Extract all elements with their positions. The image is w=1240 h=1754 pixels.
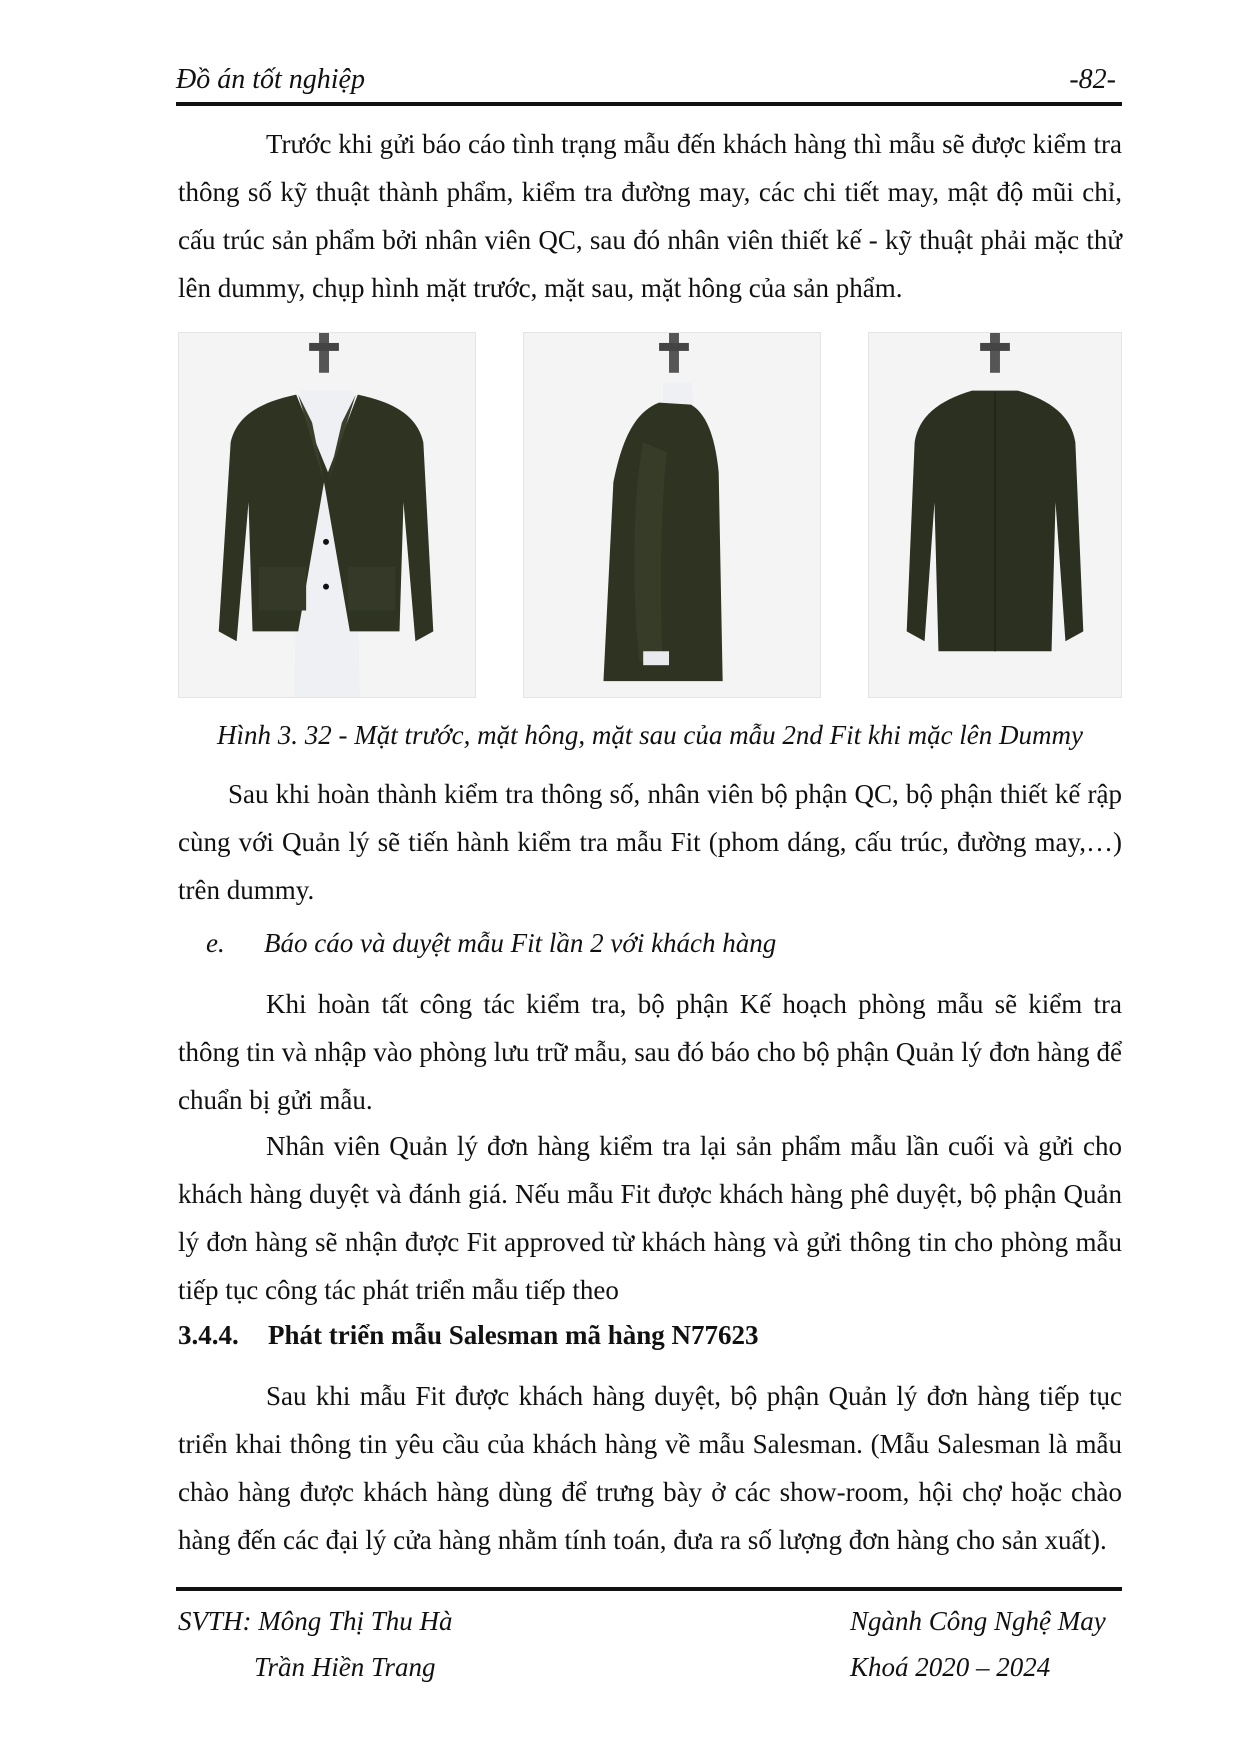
photo-back-view	[868, 332, 1122, 698]
footer-svth: SVTH: Mông Thị Thu Hà	[178, 1606, 453, 1636]
photo-side-view	[523, 332, 821, 698]
section-title: Phát triển mẫu Salesman mã hàng N77623	[268, 1320, 759, 1350]
footer-author2: Trần Hiền Trang	[254, 1652, 436, 1682]
paragraph-fit-check: Sau khi hoàn thành kiểm tra thông số, nhân viên bộ phận QC, bộ phận thiết kế rập cùng với Quản lý sẽ tiến hành kiểm tra mẫu Fit (phom dáng, cấu trúc, đường may,…) trên dummy.	[178, 779, 1122, 905]
section-heading	[178, 1320, 759, 1351]
page-number: -82-	[1069, 64, 1116, 95]
figure-caption: Hình 3. 32 - Mặt trước, mặt hông, mặt sau của mẫu 2nd Fit khi mặc lên Dummy	[216, 720, 1084, 750]
paragraph-customer-approval: Nhân viên Quản lý đơn hàng kiểm tra lại sản phẩm mẫu lần cuối và gửi cho khách hàng duyệt và đánh giá. Nếu mẫu Fit được khách hàng phê duyệt, bộ phận Quản lý đơn hàng sẽ nhận được Fit approved từ khách hàng và gửi thông tin cho phòng mẫu tiếp tục công tác phát triển mẫu tiếp theo	[178, 1131, 1122, 1305]
footer-major: Ngành Công Nghệ May	[850, 1606, 1106, 1636]
subsection-letter: e.	[206, 928, 225, 958]
footer-rule	[176, 1587, 1122, 1591]
paragraph-salesman-sample: Sau khi mẫu Fit được khách hàng duyệt, bộ phận Quản lý đơn hàng tiếp tục triển khai thông tin yêu cầu của khách hàng về mẫu Salesman. (Mẫu Salesman là mẫu chào hàng được khách hàng dùng để trưng bày ở các show-room, hội chợ hoặc chào hàng đến các đại lý cửa hàng nhằm tính toán, đưa ra số lượng đơn hàng cho sản xuất).	[178, 1381, 1122, 1555]
header-title: Đồ án tốt nghiệp	[176, 64, 365, 95]
footer-line-1	[178, 1606, 1122, 1637]
footer-line-2	[178, 1652, 1122, 1683]
paragraph-qc-check: Trước khi gửi báo cáo tình trạng mẫu đến khách hàng thì mẫu sẽ được kiểm tra thông số kỹ thuật thành phẩm, kiểm tra đường may, các chi tiết may, mật độ mũi chỉ, cấu trúc sản phẩm bởi nhân viên QC, sau đó nhân viên thiết kế - kỹ thuật phải mặc thử lên dummy, chụp hình mặt trước, mặt sau, mặt hông của sản phẩm.	[178, 129, 1122, 303]
photo-front-view	[178, 332, 476, 698]
figure-jacket-views	[178, 332, 1122, 698]
subsection-e	[206, 928, 776, 959]
footer-course: Khoá 2020 – 2024	[850, 1652, 1051, 1682]
paragraph-sample-storage: Khi hoàn tất công tác kiểm tra, bộ phận Kế hoạch phòng mẫu sẽ kiểm tra thông tin và nhập vào phòng lưu trữ mẫu, sau đó báo cho bộ phận Quản lý đơn hàng để chuẩn bị gửi mẫu.	[178, 989, 1122, 1115]
section-number: 3.4.4.	[178, 1320, 239, 1350]
page-header	[176, 54, 1122, 102]
header-rule	[176, 102, 1122, 106]
subsection-title: Báo cáo và duyệt mẫu Fit lần 2 với khách hàng	[264, 928, 777, 958]
